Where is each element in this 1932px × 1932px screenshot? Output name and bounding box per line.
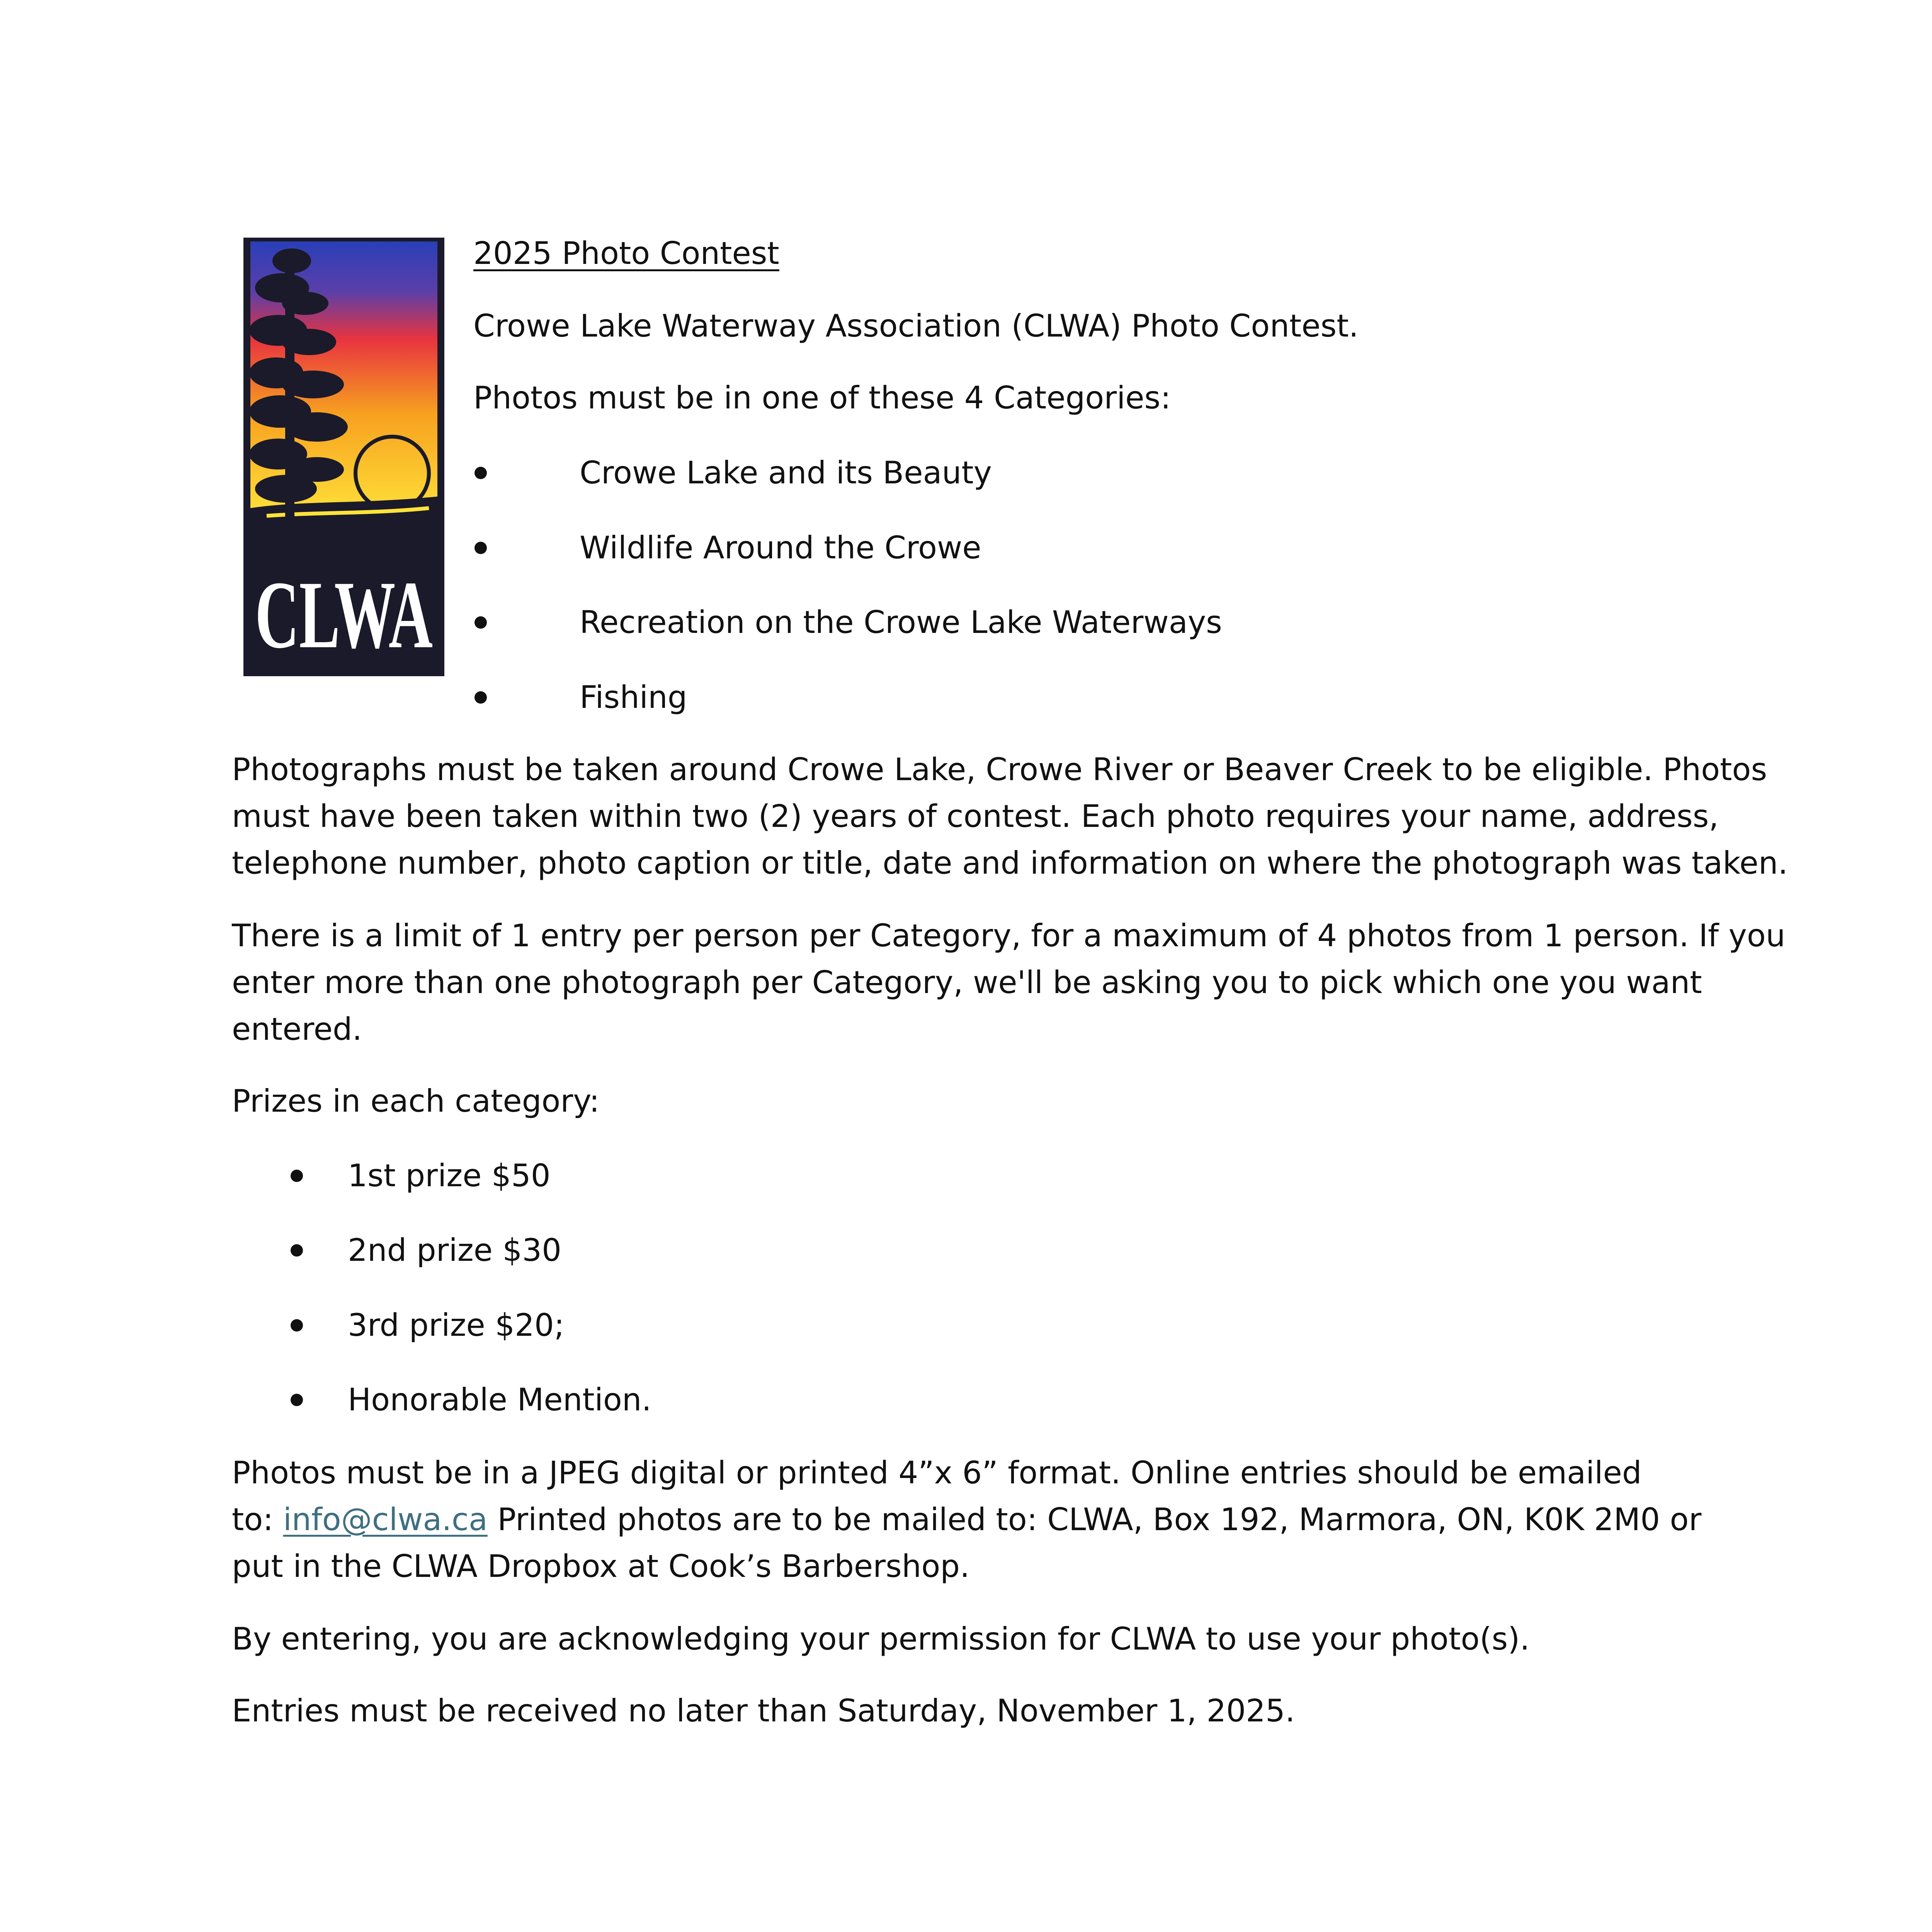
- prize-item: 1st prize $50: [348, 1158, 551, 1194]
- email-link[interactable]: info@clwa.ca: [283, 1502, 488, 1537]
- eligibility-line: Photographs must be taken around Crowe Lake, Crowe River or Beaver Creek to be eligible. Photos: [232, 752, 1767, 787]
- prizes-intro: Prizes in each category:: [232, 1083, 600, 1119]
- prize-item: 3rd prize $20;: [348, 1307, 565, 1343]
- bullet-icon: [474, 542, 487, 554]
- limit-line: entered.: [232, 1011, 362, 1047]
- categories-intro: Photos must be in one of these 4 Categories:: [473, 380, 1171, 416]
- format-prefix: to:: [232, 1502, 283, 1537]
- prize-item: 2nd prize $30: [348, 1232, 562, 1268]
- bullet-icon: [474, 467, 487, 479]
- eligibility-line: must have been taken within two (2) years of contest. Each photo requires your name, address,: [232, 798, 1719, 834]
- category-item: Fishing: [580, 679, 687, 715]
- prize-item: Honorable Mention.: [348, 1382, 651, 1418]
- format-line: Photos must be in a JPEG digital or printed 4”x 6” format. Online entries should be emailed: [232, 1455, 1642, 1491]
- bullet-icon: [291, 1394, 303, 1406]
- deadline-text: Entries must be received no later than Saturday, November 1, 2025.: [232, 1693, 1295, 1729]
- document-title: 2025 Photo Contest: [473, 235, 779, 271]
- document-subtitle: Crowe Lake Waterway Association (CLWA) Photo Contest.: [473, 308, 1359, 344]
- permission-text: By entering, you are acknowledging your permission for CLWA to use your photo(s).: [232, 1621, 1530, 1657]
- format-suffix: Printed photos are to be mailed to: CLWA, Box 192, Marmora, ON, K0K 2M0 or: [487, 1502, 1702, 1537]
- bullet-icon: [291, 1170, 303, 1182]
- category-item: Recreation on the Crowe Lake Waterways: [580, 604, 1222, 640]
- bullet-icon: [474, 616, 487, 629]
- bullet-icon: [474, 691, 487, 704]
- eligibility-line: telephone number, photo caption or title, date and information on where the photograph was taken.: [232, 845, 1788, 881]
- svg-text:CLWA: CLWA: [255, 561, 433, 668]
- format-line: [232, 1497, 1701, 1543]
- category-item: Wildlife Around the Crowe: [580, 530, 981, 566]
- format-line: put in the CLWA Dropbox at Cook’s Barbershop.: [232, 1548, 970, 1584]
- limit-line: enter more than one photograph per Category, we'll be asking you to pick which one you want: [232, 964, 1702, 1000]
- bullet-icon: [291, 1319, 303, 1332]
- bullet-icon: [291, 1244, 303, 1257]
- category-item: Crowe Lake and its Beauty: [580, 455, 992, 491]
- clwa-logo: [243, 238, 444, 676]
- limit-line: There is a limit of 1 entry per person per Category, for a maximum of 4 photos from 1 person. If you: [232, 918, 1786, 954]
- pine-tree-sunset-logo-icon: [243, 238, 444, 676]
